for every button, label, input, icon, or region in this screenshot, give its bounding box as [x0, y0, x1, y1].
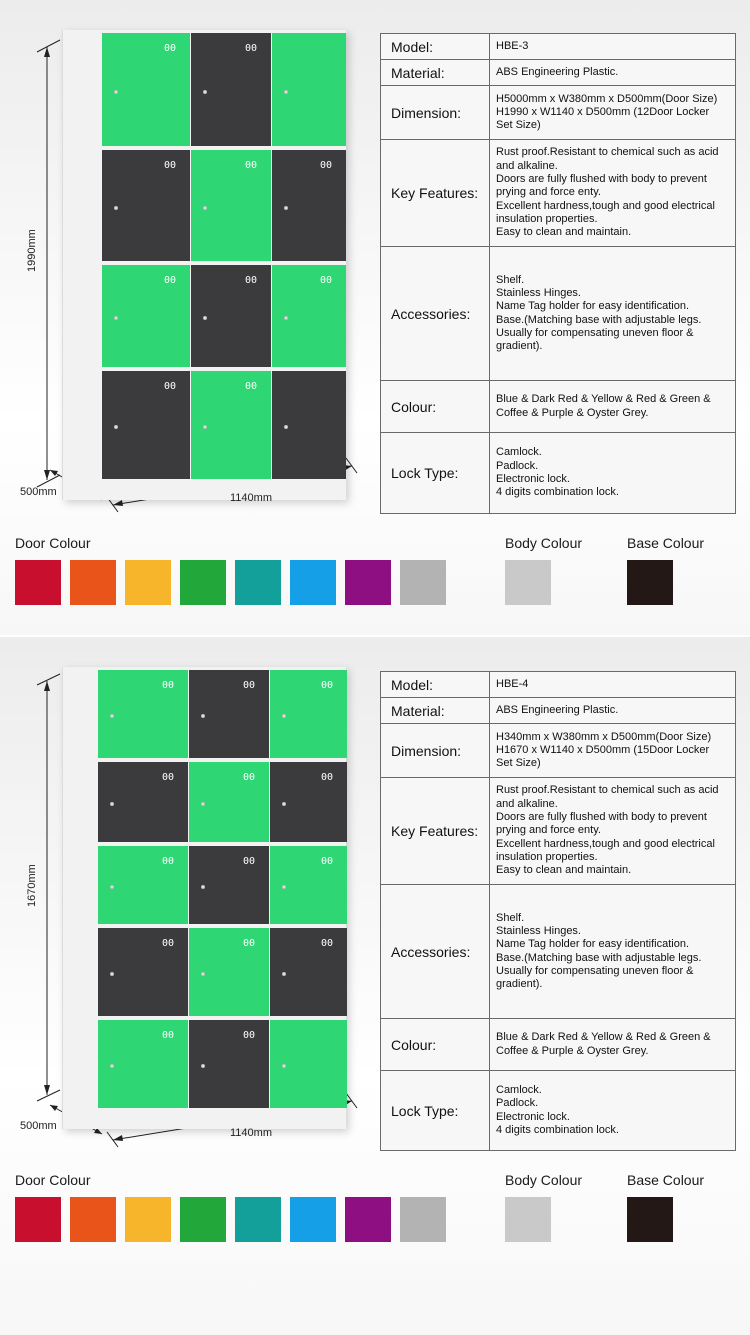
width-dimension-label: 1140mm	[230, 1127, 272, 1139]
spec-key: Colour:	[381, 1019, 490, 1071]
door-number-label: 00	[320, 680, 333, 691]
locker-door	[272, 265, 346, 367]
spec-value: ABS Engineering Plastic.	[490, 60, 736, 86]
door-number-label: 00	[161, 772, 174, 783]
door-colour-swatch	[15, 560, 61, 605]
door-colour-swatch	[15, 1197, 61, 1242]
locker-door	[98, 928, 188, 1016]
locker-door	[102, 371, 190, 479]
door-number-label: 00	[320, 772, 333, 783]
spec-value: Rust proof.Resistant to chemical such as acid and alkaline. Doors are fully flushed with body to prevent prying and force enty. Excellent hardness,tough and good electrical insulation properties. Easy to clean and maintain.	[490, 140, 736, 247]
keyhole-icon	[201, 714, 205, 718]
spec-row	[381, 140, 736, 247]
keyhole-icon	[114, 90, 118, 94]
spec-value: H340mm x W380mm x D500mm(Door Size) H1670 x W1140 x D500mm (15Door Locker Set Size)	[490, 724, 736, 778]
keyhole-icon	[284, 90, 288, 94]
spec-row	[381, 672, 736, 698]
spec-value: ABS Engineering Plastic.	[490, 698, 736, 724]
door-colour-label: Door Colour	[15, 535, 91, 551]
door-colour-swatch	[290, 560, 336, 605]
door-number-label: 00	[161, 1030, 174, 1041]
spec-row	[381, 778, 736, 885]
spec-key: Colour:	[381, 381, 490, 433]
depth-dimension-label: 500mm	[20, 486, 57, 498]
door-number-label: 00	[319, 275, 332, 286]
door-number-label: 00	[244, 275, 257, 286]
door-colour-swatch	[235, 560, 281, 605]
locker-door	[191, 33, 271, 146]
locker-door	[272, 150, 346, 261]
locker-door	[189, 670, 269, 758]
door-number-label: 00	[319, 160, 332, 171]
spec-key: Material:	[381, 60, 490, 86]
keyhole-icon	[110, 714, 114, 718]
spec-value: HBE-4	[490, 672, 736, 698]
door-colour-swatch	[345, 1197, 391, 1242]
spec-table	[380, 671, 736, 1151]
spec-value: Camlock. Padlock. Electronic lock. 4 digits combination lock.	[490, 433, 736, 514]
body-colour-label: Body Colour	[505, 1172, 583, 1188]
spec-row	[381, 34, 736, 60]
spec-key: Model:	[381, 34, 490, 60]
locker-door	[189, 846, 269, 924]
spec-row	[381, 1019, 736, 1071]
keyhole-icon	[284, 425, 288, 429]
door-colour-swatch	[70, 1197, 116, 1242]
door-colour-swatch	[345, 560, 391, 605]
base-colour-label: Base Colour	[627, 1172, 705, 1188]
spec-value: Blue & Dark Red & Yellow & Red & Green & Coffee & Purple & Oyster Grey.	[490, 381, 736, 433]
door-number-label: 00	[242, 1030, 255, 1041]
locker-door	[98, 670, 188, 758]
spec-key: Dimension:	[381, 724, 490, 778]
spec-key: Dimension:	[381, 86, 490, 140]
locker-door	[270, 928, 347, 1016]
locker-door	[272, 371, 346, 479]
door-number-label: 00	[161, 680, 174, 691]
locker-door	[270, 846, 347, 924]
spec-key: Accessories:	[381, 247, 490, 381]
keyhole-icon	[203, 316, 207, 320]
body-colour-swatch	[505, 1197, 551, 1242]
door-number-label: 00	[163, 43, 176, 54]
keyhole-icon	[201, 972, 205, 976]
spec-row	[381, 885, 736, 1019]
keyhole-icon	[201, 802, 205, 806]
base-colour-swatch	[627, 560, 673, 605]
locker-door	[191, 371, 271, 479]
keyhole-icon	[114, 316, 118, 320]
keyhole-icon	[282, 1064, 286, 1068]
spec-row	[381, 381, 736, 433]
depth-dimension-label: 500mm	[20, 1120, 57, 1132]
spec-key: Lock Type:	[381, 1071, 490, 1151]
spec-value: Camlock. Padlock. Electronic lock. 4 digits combination lock.	[490, 1071, 736, 1151]
keyhole-icon	[114, 206, 118, 210]
locker-door	[270, 1020, 347, 1108]
door-colour-swatch	[125, 560, 171, 605]
spec-value: HBE-3	[490, 34, 736, 60]
keyhole-icon	[282, 972, 286, 976]
locker-door	[98, 1020, 188, 1108]
spec-value: Rust proof.Resistant to chemical such as acid and alkaline. Doors are fully flushed with body to prevent prying and force enty. Excellent hardness,tough and good electrical insulation properties. Easy to clean and maintain.	[490, 778, 736, 885]
door-number-label: 00	[244, 381, 257, 392]
body-colour-swatch	[505, 560, 551, 605]
keyhole-icon	[203, 425, 207, 429]
spec-key: Key Features:	[381, 140, 490, 247]
spec-row	[381, 724, 736, 778]
door-number-label: 00	[161, 856, 174, 867]
locker-door	[191, 265, 271, 367]
door-number-label: 00	[163, 381, 176, 392]
height-dimension-label: 1670mm	[26, 864, 38, 907]
door-number-label: 00	[161, 938, 174, 949]
body-colour-label: Body Colour	[505, 535, 583, 551]
door-number-label: 00	[244, 43, 257, 54]
door-colour-swatch	[70, 560, 116, 605]
locker-door	[102, 33, 190, 146]
keyhole-icon	[203, 90, 207, 94]
keyhole-icon	[110, 1064, 114, 1068]
keyhole-icon	[110, 802, 114, 806]
locker-door	[189, 762, 269, 842]
spec-key: Key Features:	[381, 778, 490, 885]
door-colour-swatch	[400, 560, 446, 605]
locker-door	[270, 762, 347, 842]
width-dimension-label: 1140mm	[230, 492, 272, 504]
height-dimension-label: 1990mm	[26, 229, 38, 272]
spec-row	[381, 60, 736, 86]
spec-value: H5000mm x W380mm x D500mm(Door Size) H1990 x W1140 x D500mm (12Door Locker Set Size)	[490, 86, 736, 140]
keyhole-icon	[110, 972, 114, 976]
door-number-label: 00	[163, 160, 176, 171]
locker-door	[102, 265, 190, 367]
keyhole-icon	[282, 802, 286, 806]
spec-row	[381, 1071, 736, 1151]
locker-door	[191, 150, 271, 261]
spec-key: Lock Type:	[381, 433, 490, 514]
spec-key: Accessories:	[381, 885, 490, 1019]
keyhole-icon	[203, 206, 207, 210]
locker-door	[98, 762, 188, 842]
keyhole-icon	[284, 316, 288, 320]
spec-row	[381, 86, 736, 140]
door-number-label: 00	[163, 275, 176, 286]
door-colour-swatch	[180, 1197, 226, 1242]
spec-row	[381, 698, 736, 724]
spec-value: Shelf. Stainless Hinges. Name Tag holder for easy identification. Base.(Matching base with adjustable legs. Usually for compensating uneven floor & gradient).	[490, 885, 736, 1019]
spec-key: Model:	[381, 672, 490, 698]
keyhole-icon	[282, 885, 286, 889]
locker-door	[189, 1020, 269, 1108]
door-number-label: 00	[242, 856, 255, 867]
keyhole-icon	[284, 206, 288, 210]
door-colour-swatch	[180, 560, 226, 605]
locker-door	[98, 846, 188, 924]
door-colour-swatch	[235, 1197, 281, 1242]
spec-row	[381, 247, 736, 381]
keyhole-icon	[201, 885, 205, 889]
spec-row	[381, 433, 736, 514]
spec-table	[380, 33, 736, 514]
locker-door	[102, 150, 190, 261]
door-number-label: 00	[242, 938, 255, 949]
locker-door	[189, 928, 269, 1016]
door-colour-swatch	[400, 1197, 446, 1242]
keyhole-icon	[110, 885, 114, 889]
base-colour-swatch	[627, 1197, 673, 1242]
spec-value: Shelf. Stainless Hinges. Name Tag holder for easy identification. Base.(Matching base with adjustable legs. Usually for compensating uneven floor & gradient).	[490, 247, 736, 381]
door-number-label: 00	[320, 938, 333, 949]
door-colour-swatch	[125, 1197, 171, 1242]
spec-key: Material:	[381, 698, 490, 724]
keyhole-icon	[201, 1064, 205, 1068]
base-colour-label: Base Colour	[627, 535, 705, 551]
keyhole-icon	[114, 425, 118, 429]
door-number-label: 00	[244, 160, 257, 171]
locker-door	[270, 670, 347, 758]
door-number-label: 00	[242, 680, 255, 691]
door-number-label: 00	[242, 772, 255, 783]
door-colour-label: Door Colour	[15, 1172, 91, 1188]
locker-door	[272, 33, 346, 146]
door-colour-swatch	[290, 1197, 336, 1242]
spec-value: Blue & Dark Red & Yellow & Red & Green & Coffee & Purple & Oyster Grey.	[490, 1019, 736, 1071]
door-number-label: 00	[320, 856, 333, 867]
keyhole-icon	[282, 714, 286, 718]
